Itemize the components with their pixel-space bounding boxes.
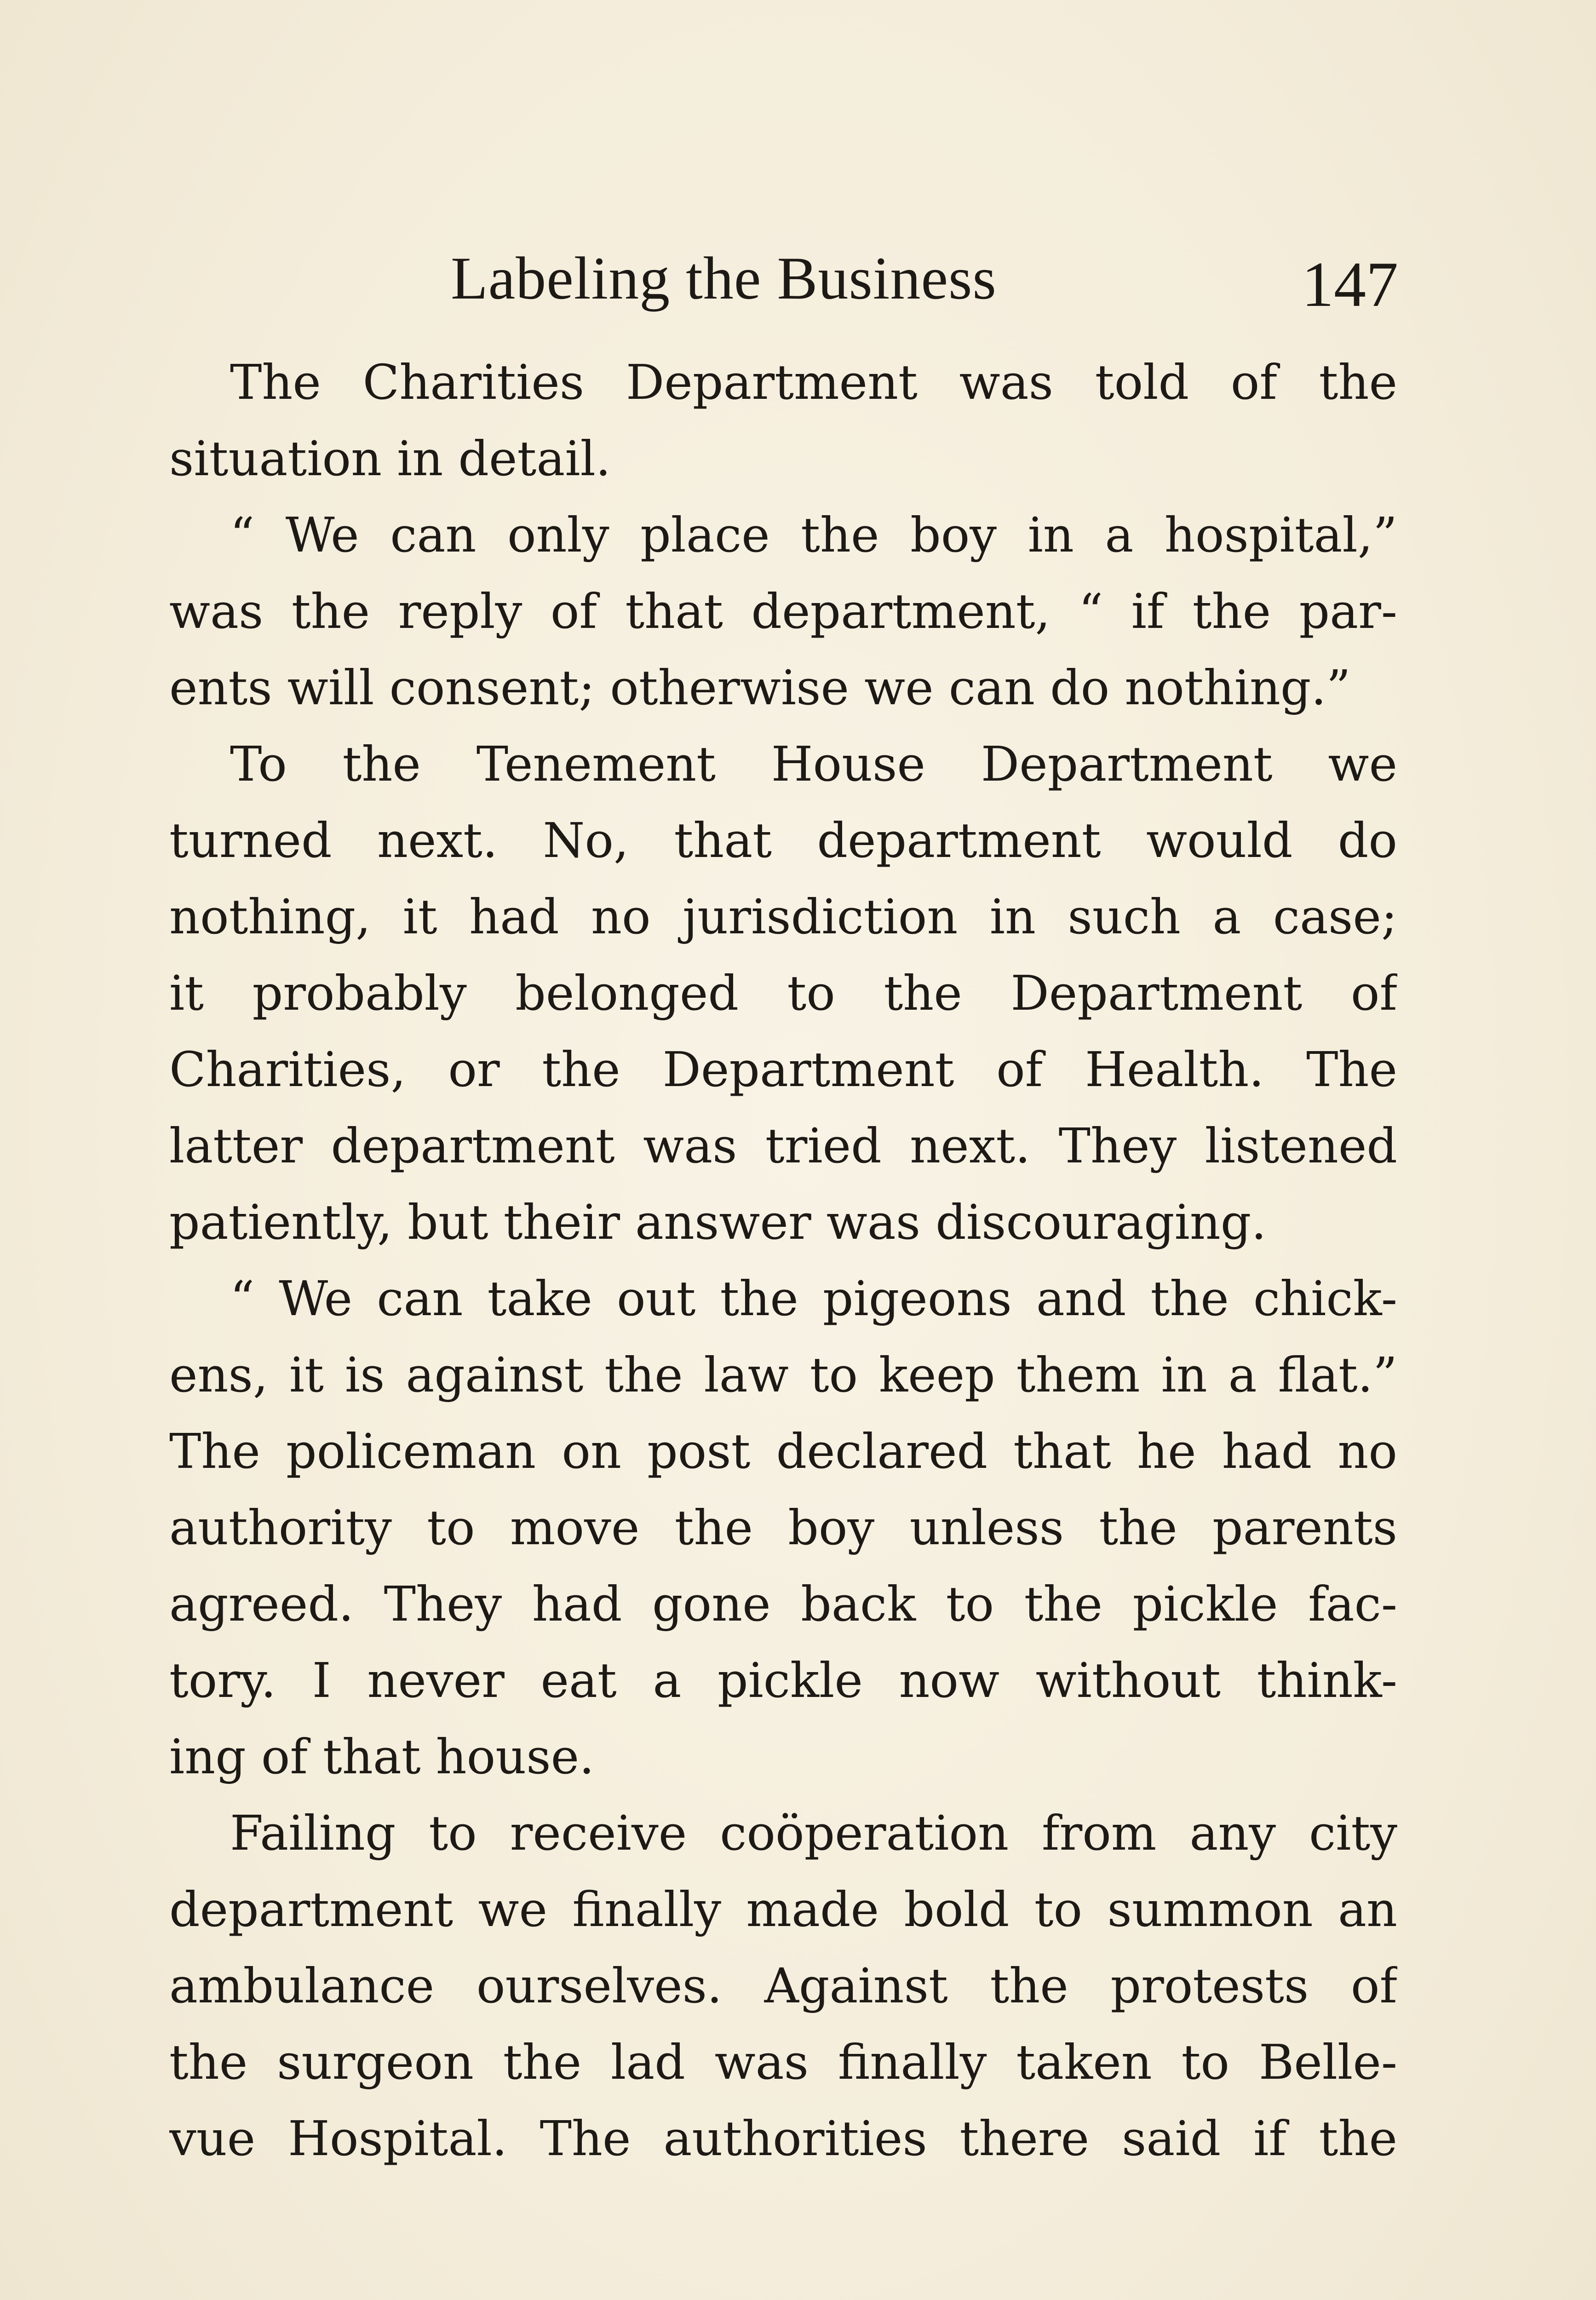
text-line: ambulance ourselves. Against the protests of (169, 1958, 1397, 2014)
text-line: situation in detail. (169, 431, 611, 487)
text-line: was the reply of that department, “ if the par- (169, 583, 1397, 639)
text-line: The policeman on post declared that he had no (169, 1423, 1397, 1479)
text-line: “ We can take out the pigeons and the chick- (230, 1271, 1397, 1327)
page-header (451, 232, 1398, 324)
text-line: latter department was tried next. They listened (169, 1118, 1397, 1174)
text-line: tory. I never eat a pickle now without think- (169, 1652, 1397, 1708)
text-line: authority to move the boy unless the parents (169, 1500, 1397, 1556)
text-line: ens, it is against the law to keep them in a flat.” (169, 1347, 1397, 1403)
text-line: ents will consent; otherwise we can do nothing.” (169, 660, 1351, 716)
text-line: Failing to receive coöperation from any city (230, 1805, 1397, 1861)
text-line: The Charities Department was told of the (230, 354, 1397, 410)
text-line: department we finally made bold to summon an (169, 1881, 1397, 1938)
text-line: nothing, it had no jurisdiction in such a case; (169, 889, 1397, 945)
text-line: ing of that house. (169, 1729, 595, 1785)
running-title: Labeling the Business (451, 244, 997, 312)
page-number: 147 (1302, 249, 1398, 320)
text-line: turned next. No, that department would do (169, 812, 1397, 868)
text-line: it probably belonged to the Department of (169, 965, 1397, 1021)
body-text (169, 344, 1397, 2177)
text-line: “ We can only place the boy in a hospital,” (230, 507, 1397, 563)
text-line: To the Tenement House Department we (230, 736, 1397, 792)
text-line: agreed. They had gone back to the pickle fac- (169, 1576, 1397, 1632)
text-line: patiently, but their answer was discouraging. (169, 1194, 1267, 1250)
text-line: Charities, or the Department of Health. The (169, 1041, 1397, 1098)
text-line: the surgeon the lad was finally taken to Belle- (169, 2034, 1397, 2090)
text-line: vue Hospital. The authorities there said if the (169, 2110, 1397, 2167)
